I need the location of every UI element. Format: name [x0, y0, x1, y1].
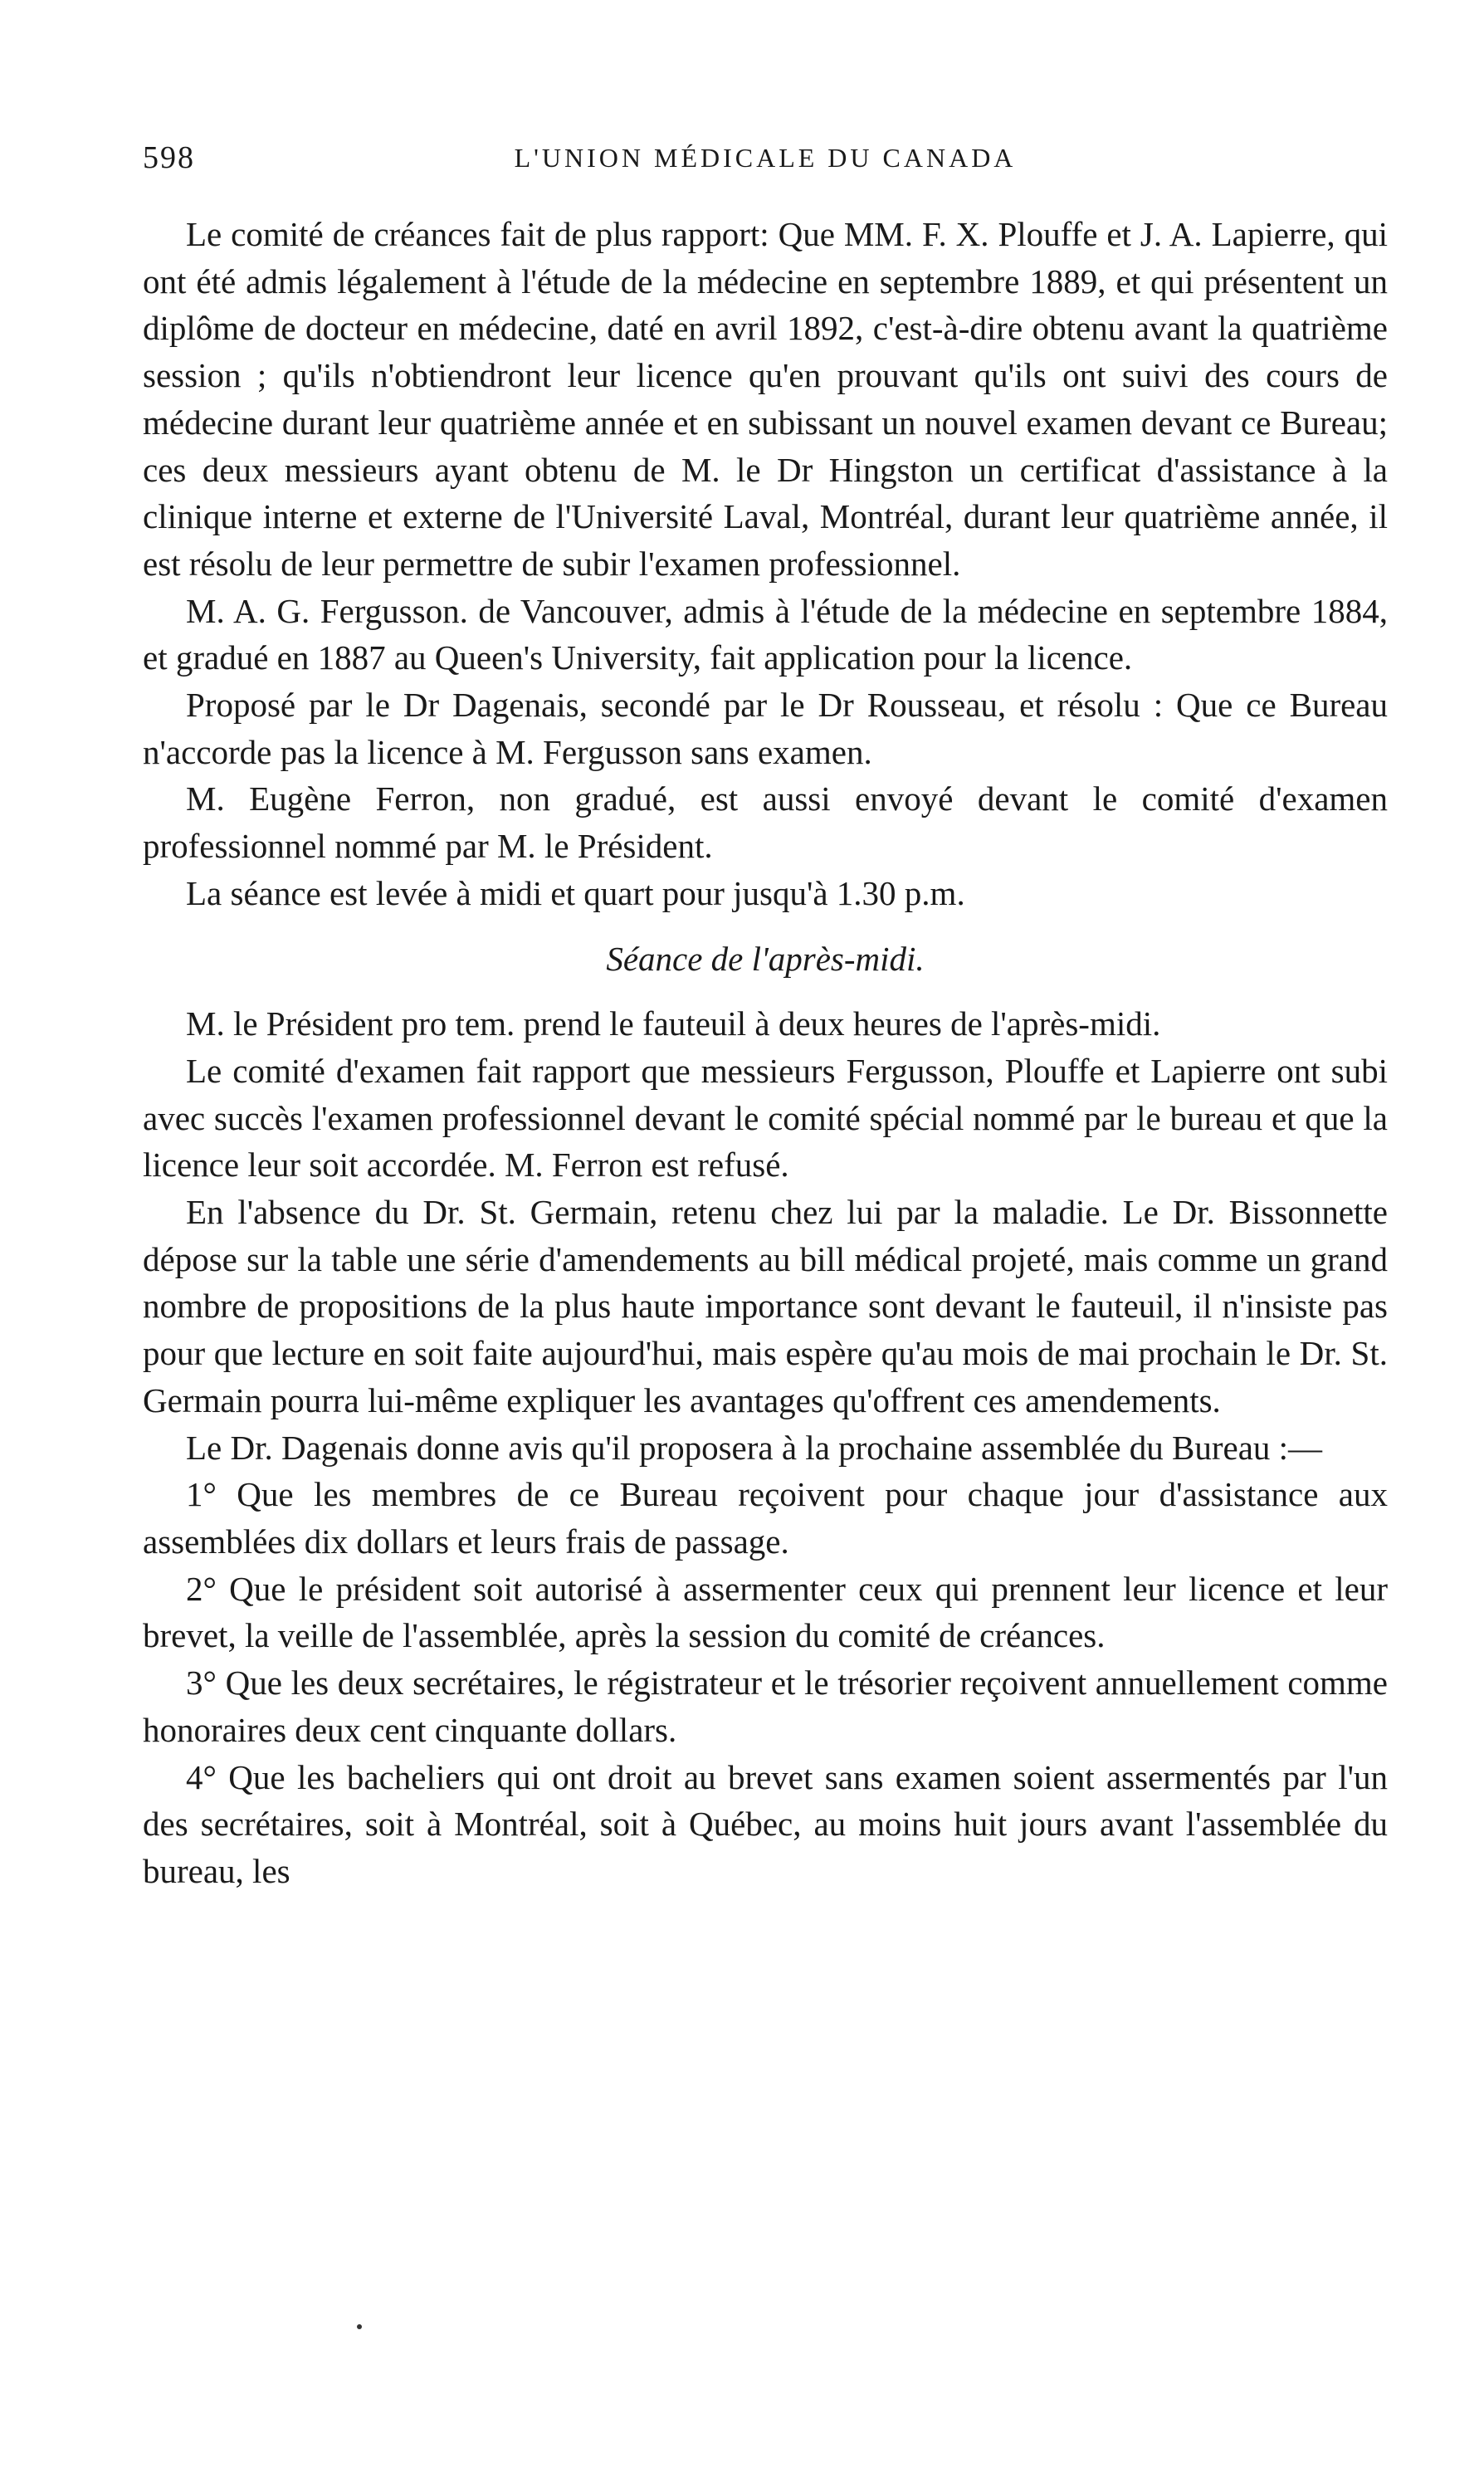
paragraph: M. A. G. Fergusson. de Vancouver, admis à l'étude de la médecine en septembre 1884, et gradué en 1887 au Queen's University, fait application pour la licence.	[143, 591, 1388, 677]
paragraph: La séance est levée à midi et quart pour jusqu'à 1.30 p.m.	[186, 873, 965, 912]
ink-speck	[357, 2324, 362, 2329]
paragraph: 3° Que les deux secrétaires, le régistrateur et le trésorier reçoivent annuellement comme honoraires deux cent cinquante dollars.	[143, 1663, 1388, 1749]
page-header	[143, 139, 1388, 189]
paragraph: En l'absence du Dr. St. Germain, retenu chez lui par la maladie. Le Dr. Bissonnette dépose sur la table une série d'amendements au bill médical projeté, mais comme un grand nombre de propositions de la plus haute importance sont devant le fauteuil, il n'insiste pas pour que lecture en soit faite aujourd'hui, mais espère qu'au mois de mai prochain le Dr. St. Germain pourra lui-même expliquer les avantages qu'offrent ces amendements.	[143, 1193, 1388, 1419]
page-number: 598	[143, 140, 195, 175]
paragraph: M. Eugène Ferron, non gradué, est aussi envoyé devant le comité d'examen professionnel nommé par M. le Président.	[143, 779, 1388, 866]
paragraph: M. le Président pro tem. prend le fauteuil à deux heures de l'après-midi.	[186, 1004, 1161, 1043]
document-page	[143, 139, 1388, 1895]
paragraph: 2° Que le président soit autorisé à assermenter ceux qui prennent leur licence et leur brevet, la veille de l'assemblée, après la session du comité de créances.	[143, 1569, 1388, 1655]
section-heading: Séance de l'après-midi.	[606, 939, 925, 978]
paragraph: 4° Que les bacheliers qui ont droit au brevet sans examen soient assermentés par l'un des secrétaires, soit à Montréal, soit à Québec, au moins huit jours avant l'assemblée du bureau, les	[143, 1757, 1388, 1890]
page-body	[143, 211, 1388, 1895]
paragraph: 1° Que les membres de ce Bureau reçoivent pour chaque jour d'assistance aux assemblées dix dollars et leurs frais de passage.	[143, 1475, 1388, 1561]
running-head: L'UNION MÉDICALE DU CANADA	[514, 143, 1017, 173]
paragraph: Le Dr. Dagenais donne avis qu'il proposera à la prochaine assemblée du Bureau :—	[186, 1428, 1323, 1467]
paragraph: Le comité d'examen fait rapport que messieurs Fergusson, Plouffe et Lapierre ont subi avec succès l'examen professionnel devant le comité spécial nommé par le bureau et que la licence leur soit accordée. M. Ferron est refusé.	[143, 1051, 1388, 1185]
paragraph: Proposé par le Dr Dagenais, secondé par le Dr Rousseau, et résolu : Que ce Bureau n'accorde pas la licence à M. Fergusson sans examen.	[143, 686, 1388, 771]
paragraph: Le comité de créances fait de plus rapport: Que MM. F. X. Plouffe et J. A. Lapierre, qui ont été admis légalement à l'étude de la médecine en septembre 1889, et qui présentent un diplôme de docteur en médecine, daté en avril 1892, c'est-à-dire obtenu avant la quatrième session ; qu'ils n'obtiendront leur licence qu'en prouvant qu'ils ont suivi des cours de médecine durant leur quatrième année et en subissant un nouvel examen devant ce Bureau; ces deux messieurs ayant obtenu de M. le Dr Hingston un certificat d'assistance à la clinique interne et externe de l'Université Laval, Montréal, durant leur quatrième année, il est résolu de leur permettre de subir l'examen professionnel.	[143, 215, 1388, 583]
